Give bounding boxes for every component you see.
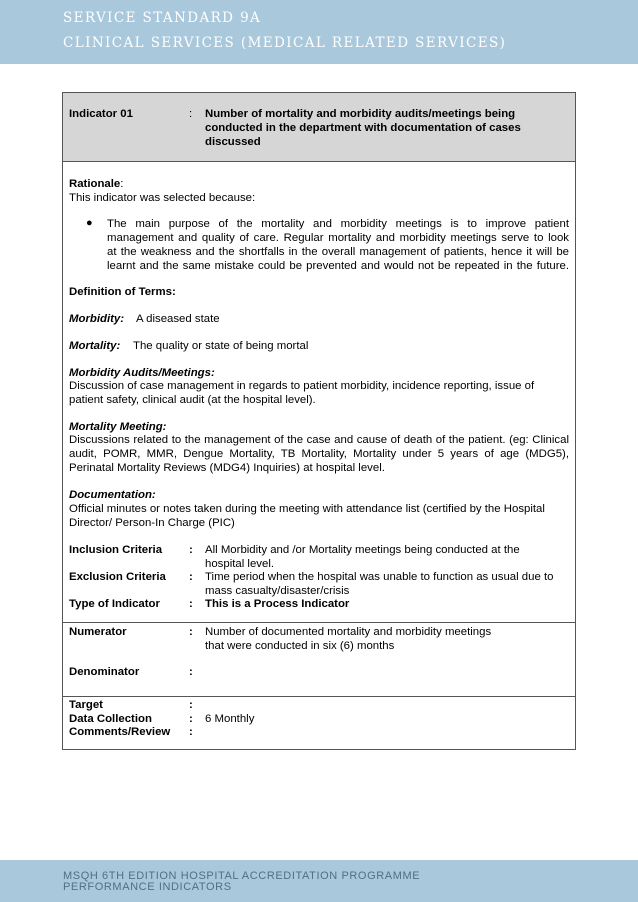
data-collection-colon: : bbox=[189, 713, 193, 725]
exclusion-line-1: Time period when the hospital was unable to function as usual due to bbox=[205, 571, 554, 583]
indicator-colon: : bbox=[189, 108, 193, 120]
mortality-meeting-term: Mortality Meeting: bbox=[69, 421, 167, 433]
data-collection-value: 6 Monthly bbox=[205, 713, 255, 725]
definitions-heading: Definition of Terms: bbox=[69, 286, 176, 298]
header-standard: SERVICE STANDARD 9A bbox=[63, 10, 262, 26]
audits-line-1: Discussion of case management in regards to patient morbidity, incidence reporting, issue of bbox=[69, 380, 535, 392]
indicator-title-2: conducted in the department with documentation of cases bbox=[205, 122, 521, 134]
footer-programme: MSQH 6TH EDITION HOSPITAL ACCREDITATION PROGRAMME bbox=[63, 870, 421, 882]
bullet-dot-icon: ● bbox=[86, 217, 93, 229]
exclusion-line-2: mass casualty/disaster/crisis bbox=[205, 585, 350, 597]
inclusion-line-2: hospital level. bbox=[205, 558, 275, 570]
target-colon: : bbox=[189, 699, 193, 711]
mortality-meeting-line-3: Perinatal Mortality Reviews (MDG4) Inquiries) at hospital level. bbox=[69, 462, 385, 474]
numerator-colon: : bbox=[189, 626, 193, 638]
numerator-line-2: that were conducted in six (6) months bbox=[205, 640, 395, 652]
numerator-label: Numerator bbox=[69, 626, 127, 638]
page-footer bbox=[0, 860, 638, 902]
indicator-title-1: Number of mortality and morbidity audits/meetings being bbox=[205, 108, 516, 120]
documentation-line-1: Official minutes or notes taken during the meeting with attendance list (certified by the Hospital bbox=[69, 503, 545, 515]
indicator-title-3: discussed bbox=[205, 136, 261, 148]
exclusion-label: Exclusion Criteria bbox=[69, 571, 166, 583]
rationale-bullet-line-3: at the weakness and the shortfalls in the overall management of patients, hence it will be bbox=[107, 246, 569, 258]
denominator-colon: : bbox=[189, 666, 193, 678]
mortality-meeting-line-1: Discussions related to the management of the case and cause of death of the patient. (eg: Clinical bbox=[69, 434, 569, 446]
rationale-colon: : bbox=[120, 178, 124, 190]
rationale-bullet-line-4: learnt and the same mistake could be prevented and would not be repeated in the future. bbox=[107, 260, 569, 272]
rationale-intro: This indicator was selected because: bbox=[69, 192, 256, 204]
rationale-bullet-line-1: The main purpose of the mortality and morbidity meetings is to improve patient bbox=[107, 218, 569, 230]
exclusion-colon: : bbox=[189, 571, 193, 583]
type-colon: : bbox=[189, 598, 193, 610]
comments-colon: : bbox=[189, 726, 193, 738]
indicator-table bbox=[62, 92, 576, 750]
mortality-meeting-line-2: audit, POMR, MMR, Dengue Mortality, TB Mortality, Mortality under 5 years of age (MDG5), bbox=[69, 448, 569, 460]
rationale-heading bbox=[69, 177, 123, 191]
comments-label: Comments/Review bbox=[69, 726, 171, 738]
page-header bbox=[0, 0, 638, 64]
numerator-line-1: Number of documented mortality and morbidity meetings bbox=[205, 626, 492, 638]
indicator-label: Indicator 01 bbox=[69, 108, 133, 120]
type-value: This is a Process Indicator bbox=[205, 598, 350, 610]
inclusion-line-1: All Morbidity and /or Mortality meetings being conducted at the bbox=[205, 544, 520, 556]
documentation-line-2: Director/ Person-In Charge (PIC) bbox=[69, 517, 235, 529]
morbidity-term: Morbidity: bbox=[69, 313, 125, 325]
mortality-definition: The quality or state of being mortal bbox=[133, 340, 309, 352]
rationale-label: Rationale bbox=[69, 178, 121, 190]
data-collection-label: Data Collection bbox=[69, 713, 152, 725]
header-section: CLINICAL SERVICES (MEDICAL RELATED SERVICES) bbox=[63, 35, 507, 51]
mortality-term: Mortality: bbox=[69, 340, 121, 352]
documentation-term: Documentation: bbox=[69, 489, 156, 501]
inclusion-label: Inclusion Criteria bbox=[69, 544, 163, 556]
divider bbox=[63, 622, 575, 623]
inclusion-colon: : bbox=[189, 544, 193, 556]
audits-line-2: patient safety, clinical audit (at the hospital level). bbox=[69, 394, 316, 406]
audits-term: Morbidity Audits/Meetings: bbox=[69, 367, 215, 379]
denominator-label: Denominator bbox=[69, 666, 140, 678]
divider bbox=[63, 696, 575, 697]
morbidity-definition: A diseased state bbox=[136, 313, 220, 325]
type-label: Type of Indicator bbox=[69, 598, 160, 610]
rationale-bullet-line-2: management and quality of care. Regular mortality and morbidity meetings serve to look bbox=[107, 232, 569, 244]
target-label: Target bbox=[69, 699, 103, 711]
footer-subtitle: PERFORMANCE INDICATORS bbox=[63, 881, 232, 893]
